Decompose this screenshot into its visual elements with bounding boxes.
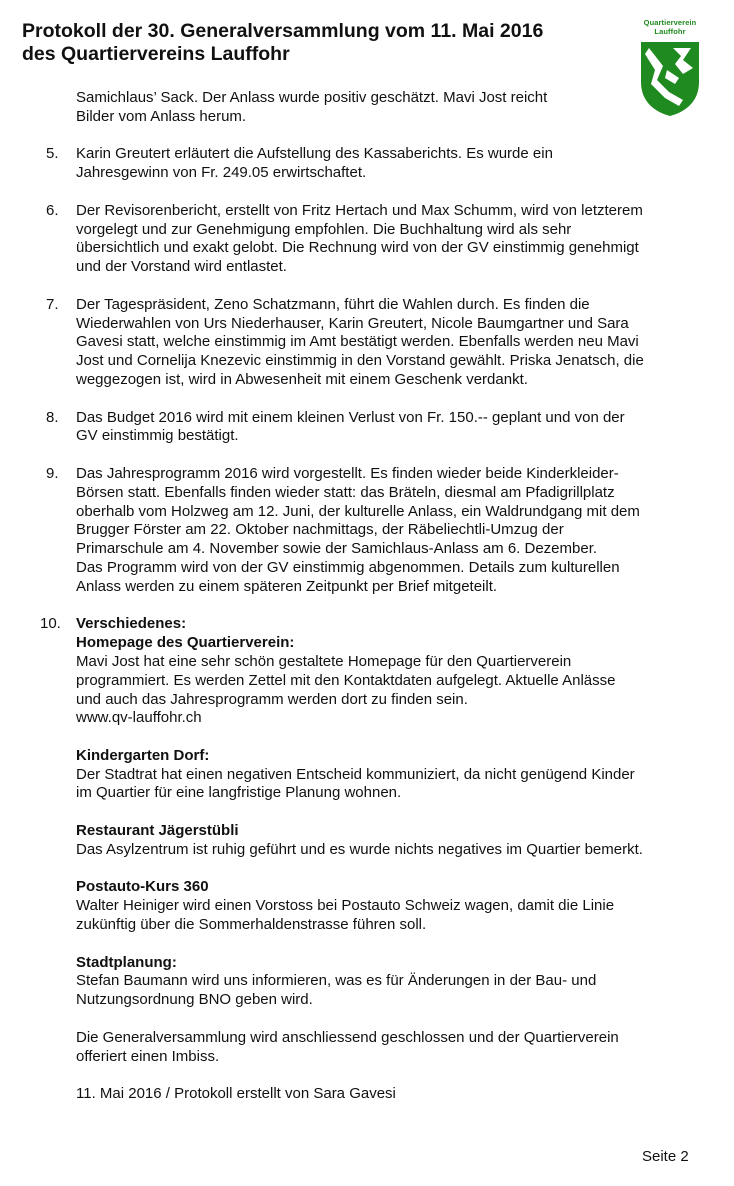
text-line: Gavesi statt, welche einstimmig im Amt bestätigt werden. Ebenfalls werden neu Mavi [76,333,639,351]
text-line: Die Generalversammlung wird anschliessend geschlossen und der Quartierverein [76,1028,619,1046]
closing-paragraph [76,1029,716,1067]
text-line: Der Tagespräsident, Zeno Schatzmann, führt die Wahlen durch. Es finden die [76,295,590,313]
section-title: Kindergarten Dorf: [76,746,210,764]
agenda-item-8 [46,409,716,447]
agenda-item-9 [46,465,716,597]
text-line: Der Revisorenbericht, erstellt von Fritz Hertach und Max Schumm, wird von letzterem [76,201,643,219]
text-line: vorgelegt und zur Genehmigung empfohlen. Die Buchhaltung wird als sehr [76,220,572,238]
document-header [22,20,622,66]
text-line: im Quartier für eine langfristige Planung wohnen. [76,784,402,802]
text-line: Mavi Jost hat eine sehr schön gestaltete Homepage für den Quartierverein [76,652,572,670]
text-line: Der Stadtrat hat einen negativen Entscheid kommuniziert, da nicht genügend Kinder [76,765,635,783]
text-line: Jost und Cornelija Knezevic einstimmig in den Vorstand gewählt. Priska Jenatsch, die [76,352,644,370]
text-line: Börsen statt. Ebenfalls finden wieder statt: das Bräteln, diesmal am Pfadigrillplatz [76,483,615,501]
text-line: Samichlaus’ Sack. Der Anlass wurde positiv geschätzt. Mavi Jost reicht [76,89,548,106]
agenda-item-5 [46,145,716,183]
text-line: Das Programm wird von der GV einstimmig abgenommen. Details zum kulturellen [76,558,620,576]
text-line: zukünftig über die Sommerhaldenstrasse führen soll. [76,916,427,934]
text-line: Walter Heiniger wird einen Vorstoss bei Postauto Schweiz wagen, damit die Linie [76,897,615,915]
agenda-item-7 [46,296,716,390]
text-line: Brugger Förster am 22. Oktober nachmittags, der Räbeliechtli-Umzug der [76,521,564,539]
item-number: 5. [46,145,59,163]
agenda-item-10 [40,615,716,1066]
section-title: Restaurant Jägerstübli [76,822,239,840]
item-number: 9. [46,464,59,482]
section-restaurant [76,822,716,860]
text-line: Das Budget 2016 wird mit einem kleinen Verlust von Fr. 150.-- geplant und von der [76,408,625,426]
section-title: Homepage des Quartierverein: [76,634,295,652]
text-line: Wiederwahlen von Urs Niederhauser, Karin Greutert, Nicole Baumgartner und Sara [76,314,629,332]
title-line-2: des Quartiervereins Lauffohr [22,43,290,65]
section-title: Stadtplanung: [76,953,177,971]
text-line: programmiert. Es werden Zettel mit den Kontaktdaten aufgelegt. Aktuelle Anlässe [76,671,616,689]
section-postauto [76,878,716,934]
text-line: Das Jahresprogramm 2016 wird vorgestellt. Es finden wieder beide Kinderkleider- [76,464,619,482]
item-heading: Verschiedenes: [76,615,187,633]
document-body [40,89,716,1104]
intro-paragraph [76,89,716,127]
logo-text: Quartierverein Lauffohr [643,18,697,36]
text-line: Stefan Baumann wird uns informieren, was es für Änderungen in der Bau- und [76,972,597,990]
item-number: 6. [46,201,59,219]
text-line: Das Asylzentrum ist ruhig geführt und es wurde nichts negatives im Quartier bemerkt. [76,840,643,858]
text-line: Primarschule am 4. November sowie der Samichlaus-Anlass am 6. Dezember. [76,540,598,558]
section-title: Postauto-Kurs 360 [76,878,209,896]
text-line: und der Vorstand wird entlastet. [76,258,287,276]
section-stadtplanung [76,954,716,1010]
section-kindergarten [76,747,716,803]
text-line: Bilder vom Anlass herum. [76,107,247,125]
text-line: Nutzungsordnung BNO geben wird. [76,991,313,1009]
text-line: oberhalb vom Holzweg am 12. Juni, der kulturelle Anlass, ein Waldrundgang mit dem [76,502,640,520]
text-line: GV einstimmig bestätigt. [76,427,239,445]
website-link[interactable]: www.qv-lauffohr.ch [76,709,202,727]
document-title [22,20,622,66]
item-number: 8. [46,408,59,426]
protocol-signoff [46,1085,716,1104]
item-number: 10. [40,615,61,633]
text-line: Jahresgewinn von Fr. 249.05 erwirtschaftet. [76,164,367,182]
text-line: Anlass werden zu einem späteren Zeitpunkt per Brief mitgeteilt. [76,577,498,595]
text-line: und auch das Jahresprogramm werden dort zu finden sein. [76,690,468,708]
item-number: 7. [46,295,59,313]
section-homepage [76,634,716,728]
title-line-1: Protokoll der 30. Generalversammlung vom 11. Mai 2016 [22,20,544,42]
agenda-item-6 [46,202,716,277]
text-line: Karin Greutert erläutert die Aufstellung des Kassaberichts. Es wurde ein [76,145,553,163]
text-line: offeriert einen Imbiss. [76,1047,220,1065]
text-line: übersichtlich und exakt gelobt. Die Rechnung wird von der GV einstimmig genehmigt [76,239,639,257]
signoff-text: 11. Mai 2016 / Protokoll erstellt von Sara Gavesi [76,1085,396,1103]
page-number: Seite 2 [642,1148,689,1165]
text-line: weggezogen ist, wird in Abwesenheit mit einem Geschenk verdankt. [76,370,528,388]
